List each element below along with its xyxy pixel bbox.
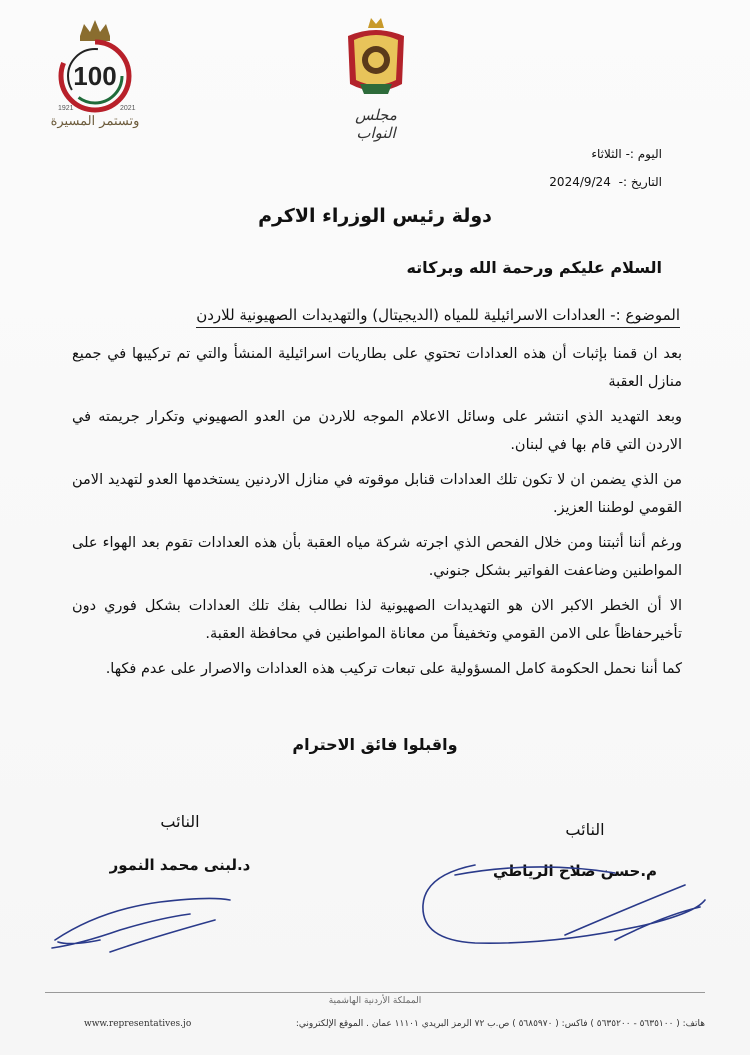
- footer-emblem-text: المملكة الأردنية الهاشمية: [328, 996, 422, 1006]
- date-value: 2024/9/24: [549, 175, 611, 189]
- signatory-left-title: النائب: [160, 812, 200, 831]
- letter-body: [72, 340, 682, 690]
- greeting: السلام عليكم ورحمة الله وبركاته: [406, 258, 662, 277]
- crown-icon: [40, 14, 150, 114]
- day-label: اليوم :-: [625, 147, 662, 161]
- day-value: الثلاثاء: [591, 147, 622, 161]
- coat-of-arms-icon: [340, 14, 412, 100]
- body-paragraph: وبعد التهديد الذي انتشر على وسائل الاعلام الموجه للاردن من العدو الصهيوني وتكرار جريمته في الاردن التي قام بها في لبنان.: [72, 409, 682, 453]
- signature-right: [415, 845, 715, 955]
- body-paragraph: من الذي يضمن ان لا تكون تلك العدادات قنابل موقوته في منازل الاردنين يستخدمها العدو لتهديد الامن القومي لوطننا العزيز.: [72, 472, 682, 516]
- day-line: [591, 147, 662, 161]
- svg-text:100: 100: [73, 61, 117, 91]
- footer-divider: [45, 992, 705, 993]
- signatory-right-name: م.حسن صلاح الرياطي: [492, 862, 658, 880]
- body-paragraph: كما أننا نحمل الحكومة كامل المسؤولية على تبعات تركيب هذه العدادات والاصرار على عدم فكها.: [105, 661, 682, 677]
- date-label: التاريخ :-: [618, 175, 662, 189]
- signature-left: [40, 880, 250, 960]
- centennial-logo: [40, 14, 150, 140]
- closing-line: واقبلوا فائق الاحترام: [292, 735, 458, 754]
- svg-text:1921: 1921: [58, 105, 74, 112]
- body-paragraph: بعد ان قمنا بإثبات أن هذه العدادات تحتوي على بطاريات اسرائيلية المنشأ والتي تم تركيبها في جميع منازل العقبة: [72, 346, 682, 390]
- date-line: [549, 175, 662, 189]
- footer-website: www.representatives.jo: [84, 1019, 192, 1029]
- signatory-left-name: د.لبنى محمد النمور: [109, 856, 251, 874]
- svg-text:2021: 2021: [120, 105, 136, 112]
- body-paragraph: ورغم أننا أثبتنا ومن خلال الفحص الذي اجرته شركة مياه العقبة بأن هذه العدادات تقوم بعد الهواء على المواطنين وضاعفت الفواتير بشكل جنوني.: [72, 535, 682, 579]
- recipient-heading: دولة رئيس الوزراء الاكرم: [258, 205, 492, 227]
- signatory-right-title: النائب: [565, 820, 605, 839]
- footer-contact: هاتف: ( ٥٦٣٥١٠٠ - ٥٦٣٥٢٠٠ ) فاكس: ( ٥٦٨٥٩٧٠ ) ص.ب ٧٢ الرمز البريدي ١١١٠١ عمان . الموقع الإلكتروني:: [295, 1019, 705, 1029]
- subject-line: الموضوع :- العدادات الاسرائيلية للمياه (الديجيتال) والتهديدات الصهيونية للاردن: [196, 306, 680, 328]
- parliament-crest: [340, 14, 412, 142]
- centennial-caption: وتستمر المسيرة: [50, 114, 140, 129]
- parliament-caption: مجلس النواب: [355, 106, 397, 142]
- body-paragraph: الا أن الخطر الاكبر الان هو التهديدات الصهيونية لذا نطالب بفك تلك العدادات بشكل فوري دون تأخيرحفاظاً على الامن القومي وتخفيفاً من معاناة المواطنين في محافظة العقبة.: [72, 598, 682, 642]
